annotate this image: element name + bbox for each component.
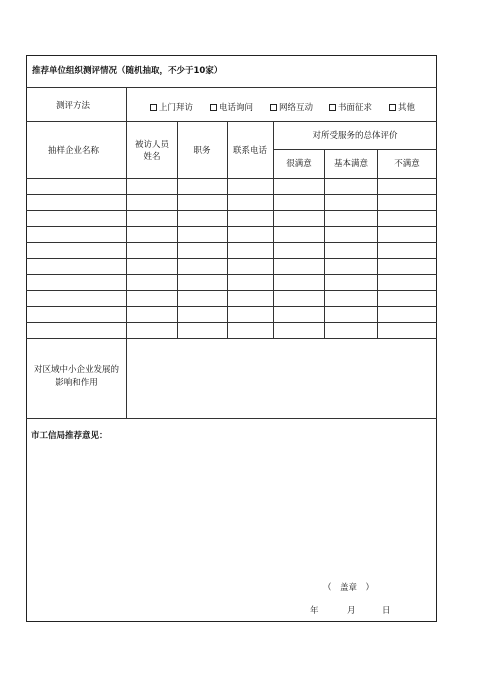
divider [26,418,437,419]
method-label: 测评方法 [56,101,91,111]
date-month-label: 月 [347,606,356,616]
table-row[interactable] [27,307,436,322]
divider [273,121,274,338]
header-interviewee-line2: 姓名 [143,152,161,162]
method-option-other[interactable]: 其他 [389,101,415,113]
divider [227,121,228,338]
header-very-satisfied: 很满意 [286,159,312,169]
header-phone: 联系电话 [232,146,267,156]
table-row[interactable] [27,243,436,258]
divider [177,121,178,338]
divider [324,149,325,338]
header-interviewee-line1: 被访人员 [134,140,169,150]
divider [26,338,437,339]
checkbox-icon[interactable] [270,104,277,111]
checkbox-icon[interactable] [210,104,217,111]
header-position: 职务 [193,146,211,156]
method-option-online[interactable]: 网络互动 [270,101,313,113]
divider [274,149,437,150]
section-title: 推荐单位组织测评情况（随机抽取，不少于10家） [32,66,223,76]
recommendation-label: 市工信局推荐意见： [31,431,108,441]
impact-label-line2: 影响和作用 [55,378,98,388]
header-not-satisfied: 不满意 [394,159,420,169]
table-row[interactable] [27,275,436,290]
impact-label-line1: 对区域中小企业发展的 [33,365,119,375]
date-year-label: 年 [310,606,319,616]
checkbox-icon[interactable] [329,104,336,111]
table-row[interactable] [27,323,436,338]
header-company: 抽样企业名称 [48,146,100,156]
table-row[interactable] [27,291,436,306]
divider [126,338,127,418]
method-option-visit[interactable]: 上门拜访 [150,101,193,113]
divider [377,149,378,338]
table-row[interactable] [27,259,436,274]
checkbox-icon[interactable] [150,104,157,111]
table-row[interactable] [27,195,436,210]
method-option-phone[interactable]: 电话询问 [210,101,253,113]
date-day-label: 日 [382,606,391,616]
method-option-written[interactable]: 书面征求 [329,101,372,113]
divider [26,87,437,88]
checkbox-icon[interactable] [389,104,396,111]
divider [126,87,127,121]
divider [126,121,127,338]
divider [26,121,437,122]
header-overall-evaluation: 对所受服务的总体评价 [312,131,398,141]
table-row[interactable] [27,211,436,226]
seal-label: （ 盖章 ） [323,583,375,593]
table-row[interactable] [27,179,436,194]
header-basic-satisfied: 基本满意 [333,159,368,169]
table-row[interactable] [27,227,436,242]
